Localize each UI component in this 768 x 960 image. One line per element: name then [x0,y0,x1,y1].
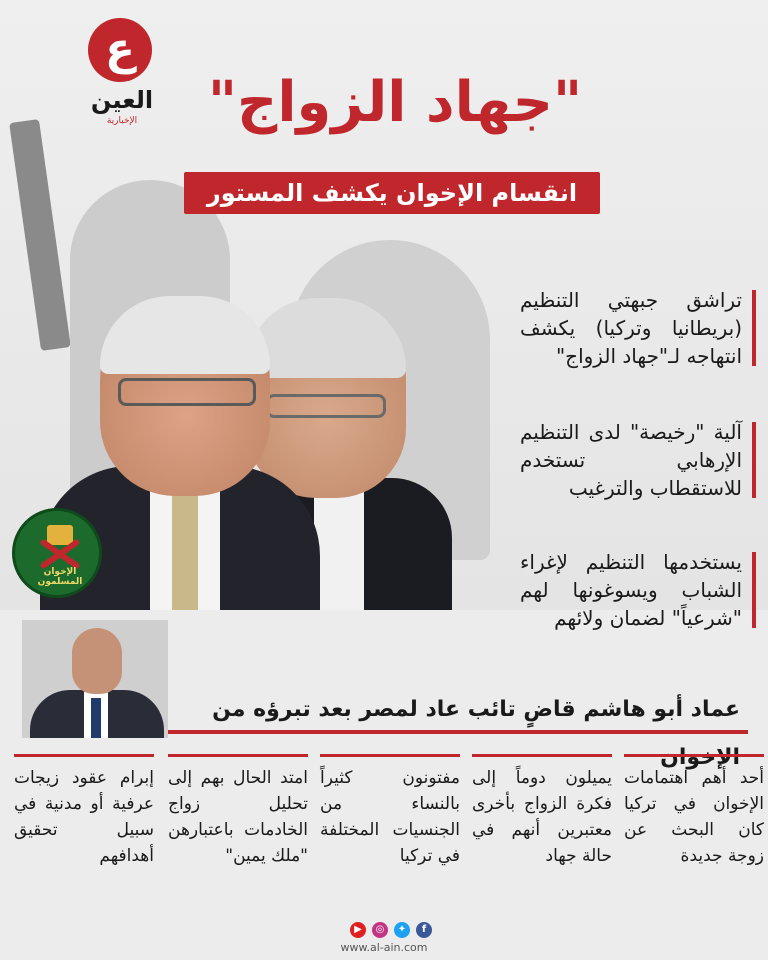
fact-column: امتد الحال بهم إلى تحليل زواج الخادمات باعتبارهن "ملك يمين" [168,754,308,869]
page-title: "جهاد الزواج" [207,70,583,135]
fact-column: أحد أهم اهتمامات الإخوان في تركيا كان البحث عن زوجة جديدة [624,754,764,869]
bullet-point [520,548,756,632]
emblem-text: الإخوان المسلمون [37,567,83,587]
person-photo [22,620,168,738]
fact-column: إبرام عقود زيجات عرفية أو مدنية في سبيل تحقيق أهدافهم [14,754,154,869]
portrait-tie [172,482,198,610]
logo-mark-icon [88,18,152,82]
bullet-bar [752,290,756,366]
page-subtitle: انقسام الإخوان يكشف المستور [184,172,600,214]
bullet-text: آلية "رخيصة" لدى التنظيم الإرهابي تستخدم للاستقطاب والترغيب [520,420,742,500]
person-head [72,628,122,694]
bullet-bar [752,422,756,498]
instagram-icon[interactable]: ◎ [372,922,388,938]
bullet-point [520,418,756,502]
logo-subtitle: الإخبارية [106,116,138,126]
al-ain-logo[interactable] [84,18,160,138]
portrait-hair [100,296,270,374]
emblem-book [47,525,73,545]
website-link[interactable]: www.al-ain.com [340,941,428,954]
twitter-icon[interactable]: ✦ [394,922,410,938]
brotherhood-emblem-icon [12,508,102,598]
fact-columns [14,754,764,934]
portrait-glasses [118,378,256,406]
facebook-icon[interactable]: f [416,922,432,938]
footer [330,922,438,956]
person-caption: عماد أبو هاشم قاضٍ تائب عاد لمصر بعد تبرؤه من الإخوان [168,686,748,734]
bullet-text: تراشق جبهتي التنظيم (بريطانيا وتركيا) يكشف انتهاجه لـ"جهاد الزواج" [520,288,742,368]
bullet-bar [752,552,756,628]
logo-name: العين [90,86,154,114]
person-tie [91,698,101,738]
youtube-icon[interactable]: ▶ [350,922,366,938]
logo-glyph: ع [104,24,136,75]
bullet-point [520,286,756,370]
bullet-text: يستخدمها التنظيم لإغراء الشباب ويسوغونها لهم "شرعياً" لضمان ولائهم [520,550,742,630]
fact-column: يميلون دوماً إلى فكرة الزواج بأخرى معتبرين أنهم في حالة جهاد [472,754,612,869]
fact-column: مفتونون كثيراً بالنساء من الجنسيات المختلفة في تركيا [320,754,460,869]
portrait-shirt [314,488,364,610]
